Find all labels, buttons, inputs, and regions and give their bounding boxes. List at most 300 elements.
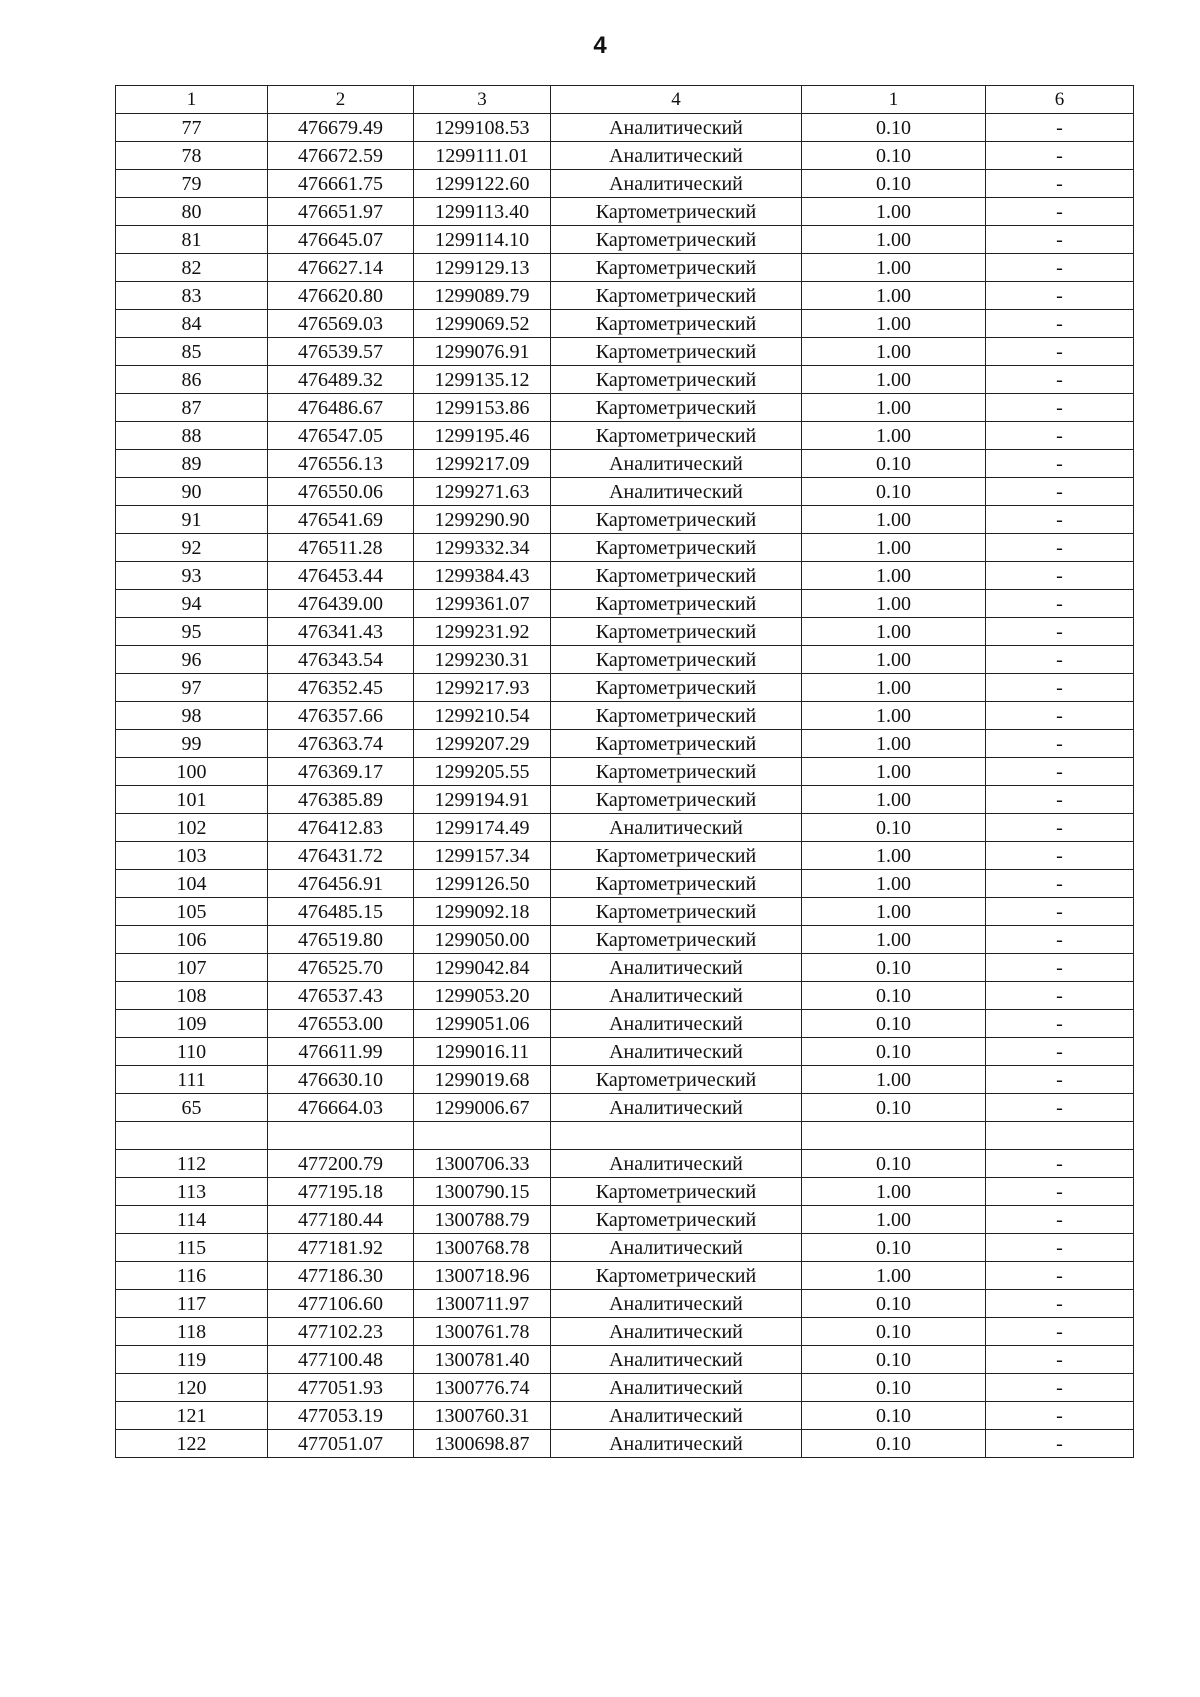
x-coordinate-cell: 476363.74 <box>268 730 414 758</box>
method-cell: Картометрический <box>551 702 802 730</box>
point-number-cell: 109 <box>116 1010 268 1038</box>
point-number-cell: 115 <box>116 1234 268 1262</box>
x-coordinate-cell: 476511.28 <box>268 534 414 562</box>
note-cell: - <box>986 1038 1134 1066</box>
x-coordinate-cell: 476357.66 <box>268 702 414 730</box>
y-coordinate-cell: 1299153.86 <box>414 394 551 422</box>
note-cell: - <box>986 842 1134 870</box>
x-coordinate-cell: 476645.07 <box>268 226 414 254</box>
accuracy-cell: 0.10 <box>802 1010 986 1038</box>
table-row <box>116 1178 1134 1206</box>
table-row <box>116 1346 1134 1374</box>
point-number-cell: 103 <box>116 842 268 870</box>
y-coordinate-cell: 1299361.07 <box>414 590 551 618</box>
method-cell: Аналитический <box>551 478 802 506</box>
method-cell: Аналитический <box>551 1010 802 1038</box>
accuracy-cell: 0.10 <box>802 1094 986 1122</box>
y-coordinate-cell: 1299019.68 <box>414 1066 551 1094</box>
x-coordinate-cell: 476627.14 <box>268 254 414 282</box>
method-cell: Аналитический <box>551 1290 802 1318</box>
note-cell: - <box>986 646 1134 674</box>
point-number-cell: 113 <box>116 1178 268 1206</box>
note-cell: - <box>986 534 1134 562</box>
note-cell: - <box>986 450 1134 478</box>
y-coordinate-cell: 1300781.40 <box>414 1346 551 1374</box>
x-coordinate-cell: 476550.06 <box>268 478 414 506</box>
point-number-cell: 102 <box>116 814 268 842</box>
method-cell: Аналитический <box>551 114 802 142</box>
table-row <box>116 1290 1134 1318</box>
y-coordinate-cell: 1300768.78 <box>414 1234 551 1262</box>
accuracy-cell: 0.10 <box>802 478 986 506</box>
accuracy-cell: 0.10 <box>802 1038 986 1066</box>
y-coordinate-cell: 1299111.01 <box>414 142 551 170</box>
x-coordinate-cell: 477102.23 <box>268 1318 414 1346</box>
point-number-cell: 87 <box>116 394 268 422</box>
method-cell: Картометрический <box>551 1206 802 1234</box>
coordinates-table <box>115 85 1134 1458</box>
note-cell: - <box>986 1234 1134 1262</box>
note-cell: - <box>986 1066 1134 1094</box>
accuracy-cell: 1.00 <box>802 506 986 534</box>
accuracy-cell: 1.00 <box>802 1066 986 1094</box>
point-number-cell: 90 <box>116 478 268 506</box>
x-coordinate-cell: 476519.80 <box>268 926 414 954</box>
method-cell: Картометрический <box>551 618 802 646</box>
note-cell: - <box>986 590 1134 618</box>
x-coordinate-cell: 476412.83 <box>268 814 414 842</box>
y-coordinate-cell: 1299230.31 <box>414 646 551 674</box>
page-number: 4 <box>593 32 607 59</box>
y-coordinate-cell: 1299210.54 <box>414 702 551 730</box>
method-cell: Аналитический <box>551 450 802 478</box>
accuracy-cell: 1.00 <box>802 870 986 898</box>
method-cell: Картометрический <box>551 562 802 590</box>
table-row <box>116 758 1134 786</box>
y-coordinate-cell: 1299271.63 <box>414 478 551 506</box>
x-coordinate-cell: 477053.19 <box>268 1402 414 1430</box>
x-coordinate-cell: 476456.91 <box>268 870 414 898</box>
note-cell: - <box>986 1318 1134 1346</box>
x-coordinate-cell: 477200.79 <box>268 1150 414 1178</box>
point-number-cell: 119 <box>116 1346 268 1374</box>
x-coordinate-cell: 476486.67 <box>268 394 414 422</box>
point-number-cell: 100 <box>116 758 268 786</box>
table-row <box>116 870 1134 898</box>
table-row <box>116 1318 1134 1346</box>
y-coordinate-cell: 1299290.90 <box>414 506 551 534</box>
y-coordinate-cell: 1299113.40 <box>414 198 551 226</box>
table-row <box>116 590 1134 618</box>
y-coordinate-cell: 1300718.96 <box>414 1262 551 1290</box>
accuracy-cell: 0.10 <box>802 1150 986 1178</box>
table-row <box>116 954 1134 982</box>
table-row <box>116 534 1134 562</box>
table-row <box>116 226 1134 254</box>
note-cell: - <box>986 786 1134 814</box>
table-row <box>116 786 1134 814</box>
table-row <box>116 394 1134 422</box>
y-coordinate-cell: 1300711.97 <box>414 1290 551 1318</box>
note-cell: - <box>986 1094 1134 1122</box>
method-cell: Картометрический <box>551 534 802 562</box>
accuracy-cell: 1.00 <box>802 786 986 814</box>
point-number-cell: 117 <box>116 1290 268 1318</box>
accuracy-cell: 1.00 <box>802 618 986 646</box>
accuracy-cell: 1.00 <box>802 534 986 562</box>
table-row <box>116 198 1134 226</box>
method-cell: Картометрический <box>551 870 802 898</box>
method-cell: Картометрический <box>551 842 802 870</box>
x-coordinate-cell: 476556.13 <box>268 450 414 478</box>
table-row <box>116 1402 1134 1430</box>
table-row <box>116 422 1134 450</box>
x-coordinate-cell: 476630.10 <box>268 1066 414 1094</box>
column-header: 1 <box>116 86 268 114</box>
method-cell: Картометрический <box>551 646 802 674</box>
method-cell: Картометрический <box>551 282 802 310</box>
method-cell: Картометрический <box>551 1178 802 1206</box>
accuracy-cell: 0.10 <box>802 1374 986 1402</box>
table-header-row <box>116 86 1134 114</box>
x-coordinate-cell: 476569.03 <box>268 310 414 338</box>
y-coordinate-cell: 1299157.34 <box>414 842 551 870</box>
note-cell: - <box>986 114 1134 142</box>
point-number-cell: 121 <box>116 1402 268 1430</box>
point-number-cell: 114 <box>116 1206 268 1234</box>
point-number-cell: 80 <box>116 198 268 226</box>
y-coordinate-cell: 1299006.67 <box>414 1094 551 1122</box>
note-cell: - <box>986 814 1134 842</box>
x-coordinate-cell: 476485.15 <box>268 898 414 926</box>
column-header: 1 <box>802 86 986 114</box>
table-row <box>116 114 1134 142</box>
accuracy-cell: 1.00 <box>802 702 986 730</box>
table-row <box>116 170 1134 198</box>
table-row <box>116 254 1134 282</box>
point-number-cell: 92 <box>116 534 268 562</box>
accuracy-cell: 1.00 <box>802 394 986 422</box>
y-coordinate-cell: 1299092.18 <box>414 898 551 926</box>
table-row <box>116 898 1134 926</box>
note-cell: - <box>986 1374 1134 1402</box>
point-number-cell: 110 <box>116 1038 268 1066</box>
note-cell: - <box>986 562 1134 590</box>
note-cell: - <box>986 506 1134 534</box>
note-cell: - <box>986 730 1134 758</box>
method-cell: Картометрический <box>551 310 802 338</box>
point-number-cell: 96 <box>116 646 268 674</box>
accuracy-cell: 1.00 <box>802 590 986 618</box>
y-coordinate-cell: 1299126.50 <box>414 870 551 898</box>
note-cell: - <box>986 1262 1134 1290</box>
x-coordinate-cell: 476541.69 <box>268 506 414 534</box>
column-header: 3 <box>414 86 551 114</box>
x-coordinate-cell: 476453.44 <box>268 562 414 590</box>
point-number-cell: 104 <box>116 870 268 898</box>
method-cell: Картометрический <box>551 198 802 226</box>
method-cell: Аналитический <box>551 954 802 982</box>
y-coordinate-cell: 1299042.84 <box>414 954 551 982</box>
accuracy-cell: 1.00 <box>802 758 986 786</box>
point-number-cell: 97 <box>116 674 268 702</box>
point-number-cell: 79 <box>116 170 268 198</box>
table-row <box>116 1094 1134 1122</box>
x-coordinate-cell: 476369.17 <box>268 758 414 786</box>
point-number-cell: 99 <box>116 730 268 758</box>
x-coordinate-cell: 476661.75 <box>268 170 414 198</box>
method-cell: Картометрический <box>551 758 802 786</box>
table-row <box>116 814 1134 842</box>
table-row <box>116 646 1134 674</box>
point-number-cell: 112 <box>116 1150 268 1178</box>
point-number-cell: 94 <box>116 590 268 618</box>
note-cell: - <box>986 674 1134 702</box>
method-cell: Картометрический <box>551 926 802 954</box>
note-cell: - <box>986 366 1134 394</box>
x-coordinate-cell: 476664.03 <box>268 1094 414 1122</box>
method-cell: Картометрический <box>551 590 802 618</box>
y-coordinate-cell: 1299231.92 <box>414 618 551 646</box>
y-coordinate-cell <box>414 1122 551 1150</box>
point-number-cell: 65 <box>116 1094 268 1122</box>
note-cell: - <box>986 870 1134 898</box>
point-number-cell: 101 <box>116 786 268 814</box>
x-coordinate-cell: 476439.00 <box>268 590 414 618</box>
method-cell: Аналитический <box>551 1150 802 1178</box>
x-coordinate-cell: 477181.92 <box>268 1234 414 1262</box>
point-number-cell: 93 <box>116 562 268 590</box>
accuracy-cell: 1.00 <box>802 842 986 870</box>
y-coordinate-cell: 1300790.15 <box>414 1178 551 1206</box>
note-cell: - <box>986 982 1134 1010</box>
point-number-cell <box>116 1122 268 1150</box>
method-cell: Картометрический <box>551 254 802 282</box>
accuracy-cell: 0.10 <box>802 1318 986 1346</box>
note-cell: - <box>986 1346 1134 1374</box>
accuracy-cell: 1.00 <box>802 674 986 702</box>
point-number-cell: 105 <box>116 898 268 926</box>
y-coordinate-cell: 1300788.79 <box>414 1206 551 1234</box>
column-header: 6 <box>986 86 1134 114</box>
method-cell: Аналитический <box>551 1094 802 1122</box>
method-cell: Аналитический <box>551 1038 802 1066</box>
accuracy-cell: 1.00 <box>802 730 986 758</box>
x-coordinate-cell: 477051.07 <box>268 1430 414 1458</box>
note-cell: - <box>986 1010 1134 1038</box>
point-number-cell: 118 <box>116 1318 268 1346</box>
column-header: 2 <box>268 86 414 114</box>
note-cell: - <box>986 618 1134 646</box>
point-number-cell: 116 <box>116 1262 268 1290</box>
table-row <box>116 310 1134 338</box>
method-cell: Картометрический <box>551 898 802 926</box>
y-coordinate-cell: 1300761.78 <box>414 1318 551 1346</box>
point-number-cell: 95 <box>116 618 268 646</box>
accuracy-cell: 0.10 <box>802 450 986 478</box>
x-coordinate-cell: 477100.48 <box>268 1346 414 1374</box>
table-row <box>116 282 1134 310</box>
note-cell: - <box>986 394 1134 422</box>
x-coordinate-cell: 476525.70 <box>268 954 414 982</box>
note-cell: - <box>986 170 1134 198</box>
method-cell: Картометрический <box>551 506 802 534</box>
note-cell: - <box>986 898 1134 926</box>
x-coordinate-cell: 477106.60 <box>268 1290 414 1318</box>
accuracy-cell: 1.00 <box>802 1178 986 1206</box>
x-coordinate-cell: 476672.59 <box>268 142 414 170</box>
y-coordinate-cell: 1299384.43 <box>414 562 551 590</box>
accuracy-cell: 1.00 <box>802 282 986 310</box>
x-coordinate-cell <box>268 1122 414 1150</box>
x-coordinate-cell: 476679.49 <box>268 114 414 142</box>
method-cell: Аналитический <box>551 982 802 1010</box>
method-cell: Аналитический <box>551 1234 802 1262</box>
table-row <box>116 1374 1134 1402</box>
y-coordinate-cell: 1299089.79 <box>414 282 551 310</box>
y-coordinate-cell: 1299122.60 <box>414 170 551 198</box>
note-cell: - <box>986 478 1134 506</box>
accuracy-cell: 1.00 <box>802 1206 986 1234</box>
accuracy-cell: 1.00 <box>802 254 986 282</box>
table-row <box>116 1122 1134 1150</box>
method-cell: Аналитический <box>551 1402 802 1430</box>
method-cell: Аналитический <box>551 814 802 842</box>
accuracy-cell: 0.10 <box>802 814 986 842</box>
table-row <box>116 1206 1134 1234</box>
table-row <box>116 730 1134 758</box>
x-coordinate-cell: 476539.57 <box>268 338 414 366</box>
y-coordinate-cell: 1299051.06 <box>414 1010 551 1038</box>
point-number-cell: 107 <box>116 954 268 982</box>
x-coordinate-cell: 476651.97 <box>268 198 414 226</box>
note-cell: - <box>986 926 1134 954</box>
table-row <box>116 1262 1134 1290</box>
table-row <box>116 1430 1134 1458</box>
note-cell: - <box>986 310 1134 338</box>
method-cell: Картометрический <box>551 730 802 758</box>
note-cell: - <box>986 1206 1134 1234</box>
y-coordinate-cell: 1299174.49 <box>414 814 551 842</box>
table-row <box>116 926 1134 954</box>
y-coordinate-cell: 1299069.52 <box>414 310 551 338</box>
point-number-cell: 81 <box>116 226 268 254</box>
table-row <box>116 562 1134 590</box>
table-row <box>116 142 1134 170</box>
table-row <box>116 1038 1134 1066</box>
y-coordinate-cell: 1299114.10 <box>414 226 551 254</box>
table-row <box>116 506 1134 534</box>
method-cell: Аналитический <box>551 1374 802 1402</box>
accuracy-cell: 0.10 <box>802 170 986 198</box>
table-row <box>116 702 1134 730</box>
note-cell: - <box>986 1178 1134 1206</box>
note-cell: - <box>986 142 1134 170</box>
note-cell: - <box>986 1150 1134 1178</box>
accuracy-cell: 1.00 <box>802 226 986 254</box>
method-cell: Картометрический <box>551 366 802 394</box>
table-row <box>116 842 1134 870</box>
table-row <box>116 478 1134 506</box>
method-cell: Аналитический <box>551 1318 802 1346</box>
column-header: 4 <box>551 86 802 114</box>
y-coordinate-cell: 1299050.00 <box>414 926 551 954</box>
point-number-cell: 83 <box>116 282 268 310</box>
table-row <box>116 1010 1134 1038</box>
accuracy-cell: 1.00 <box>802 646 986 674</box>
method-cell: Картометрический <box>551 338 802 366</box>
accuracy-cell: 0.10 <box>802 1402 986 1430</box>
x-coordinate-cell: 477186.30 <box>268 1262 414 1290</box>
method-cell: Картометрический <box>551 394 802 422</box>
note-cell: - <box>986 226 1134 254</box>
point-number-cell: 78 <box>116 142 268 170</box>
accuracy-cell: 0.10 <box>802 982 986 1010</box>
y-coordinate-cell: 1299053.20 <box>414 982 551 1010</box>
y-coordinate-cell: 1299217.09 <box>414 450 551 478</box>
y-coordinate-cell: 1299016.11 <box>414 1038 551 1066</box>
point-number-cell: 120 <box>116 1374 268 1402</box>
point-number-cell: 89 <box>116 450 268 478</box>
method-cell: Картометрический <box>551 226 802 254</box>
table-row <box>116 674 1134 702</box>
table-body <box>116 114 1134 1458</box>
y-coordinate-cell: 1299194.91 <box>414 786 551 814</box>
x-coordinate-cell: 476547.05 <box>268 422 414 450</box>
x-coordinate-cell: 477180.44 <box>268 1206 414 1234</box>
y-coordinate-cell: 1300760.31 <box>414 1402 551 1430</box>
point-number-cell: 108 <box>116 982 268 1010</box>
y-coordinate-cell: 1299207.29 <box>414 730 551 758</box>
y-coordinate-cell: 1300698.87 <box>414 1430 551 1458</box>
table-row <box>116 338 1134 366</box>
y-coordinate-cell: 1299195.46 <box>414 422 551 450</box>
note-cell: - <box>986 758 1134 786</box>
point-number-cell: 122 <box>116 1430 268 1458</box>
method-cell: Картометрический <box>551 1262 802 1290</box>
accuracy-cell: 0.10 <box>802 1290 986 1318</box>
y-coordinate-cell: 1299135.12 <box>414 366 551 394</box>
y-coordinate-cell: 1299205.55 <box>414 758 551 786</box>
x-coordinate-cell: 476537.43 <box>268 982 414 1010</box>
note-cell: - <box>986 702 1134 730</box>
point-number-cell: 106 <box>116 926 268 954</box>
table-row <box>116 1150 1134 1178</box>
note-cell: - <box>986 1290 1134 1318</box>
table-row <box>116 618 1134 646</box>
accuracy-cell: 1.00 <box>802 1262 986 1290</box>
note-cell: - <box>986 338 1134 366</box>
x-coordinate-cell: 476352.45 <box>268 674 414 702</box>
table-row <box>116 1234 1134 1262</box>
accuracy-cell: 0.10 <box>802 142 986 170</box>
x-coordinate-cell: 476611.99 <box>268 1038 414 1066</box>
note-cell <box>986 1122 1134 1150</box>
table-row <box>116 450 1134 478</box>
note-cell: - <box>986 1402 1134 1430</box>
y-coordinate-cell: 1300776.74 <box>414 1374 551 1402</box>
point-number-cell: 91 <box>116 506 268 534</box>
method-cell: Картометрический <box>551 422 802 450</box>
x-coordinate-cell: 476489.32 <box>268 366 414 394</box>
method-cell: Аналитический <box>551 170 802 198</box>
accuracy-cell: 1.00 <box>802 562 986 590</box>
note-cell: - <box>986 254 1134 282</box>
x-coordinate-cell: 477051.93 <box>268 1374 414 1402</box>
accuracy-cell: 1.00 <box>802 198 986 226</box>
y-coordinate-cell: 1299332.34 <box>414 534 551 562</box>
x-coordinate-cell: 476343.54 <box>268 646 414 674</box>
